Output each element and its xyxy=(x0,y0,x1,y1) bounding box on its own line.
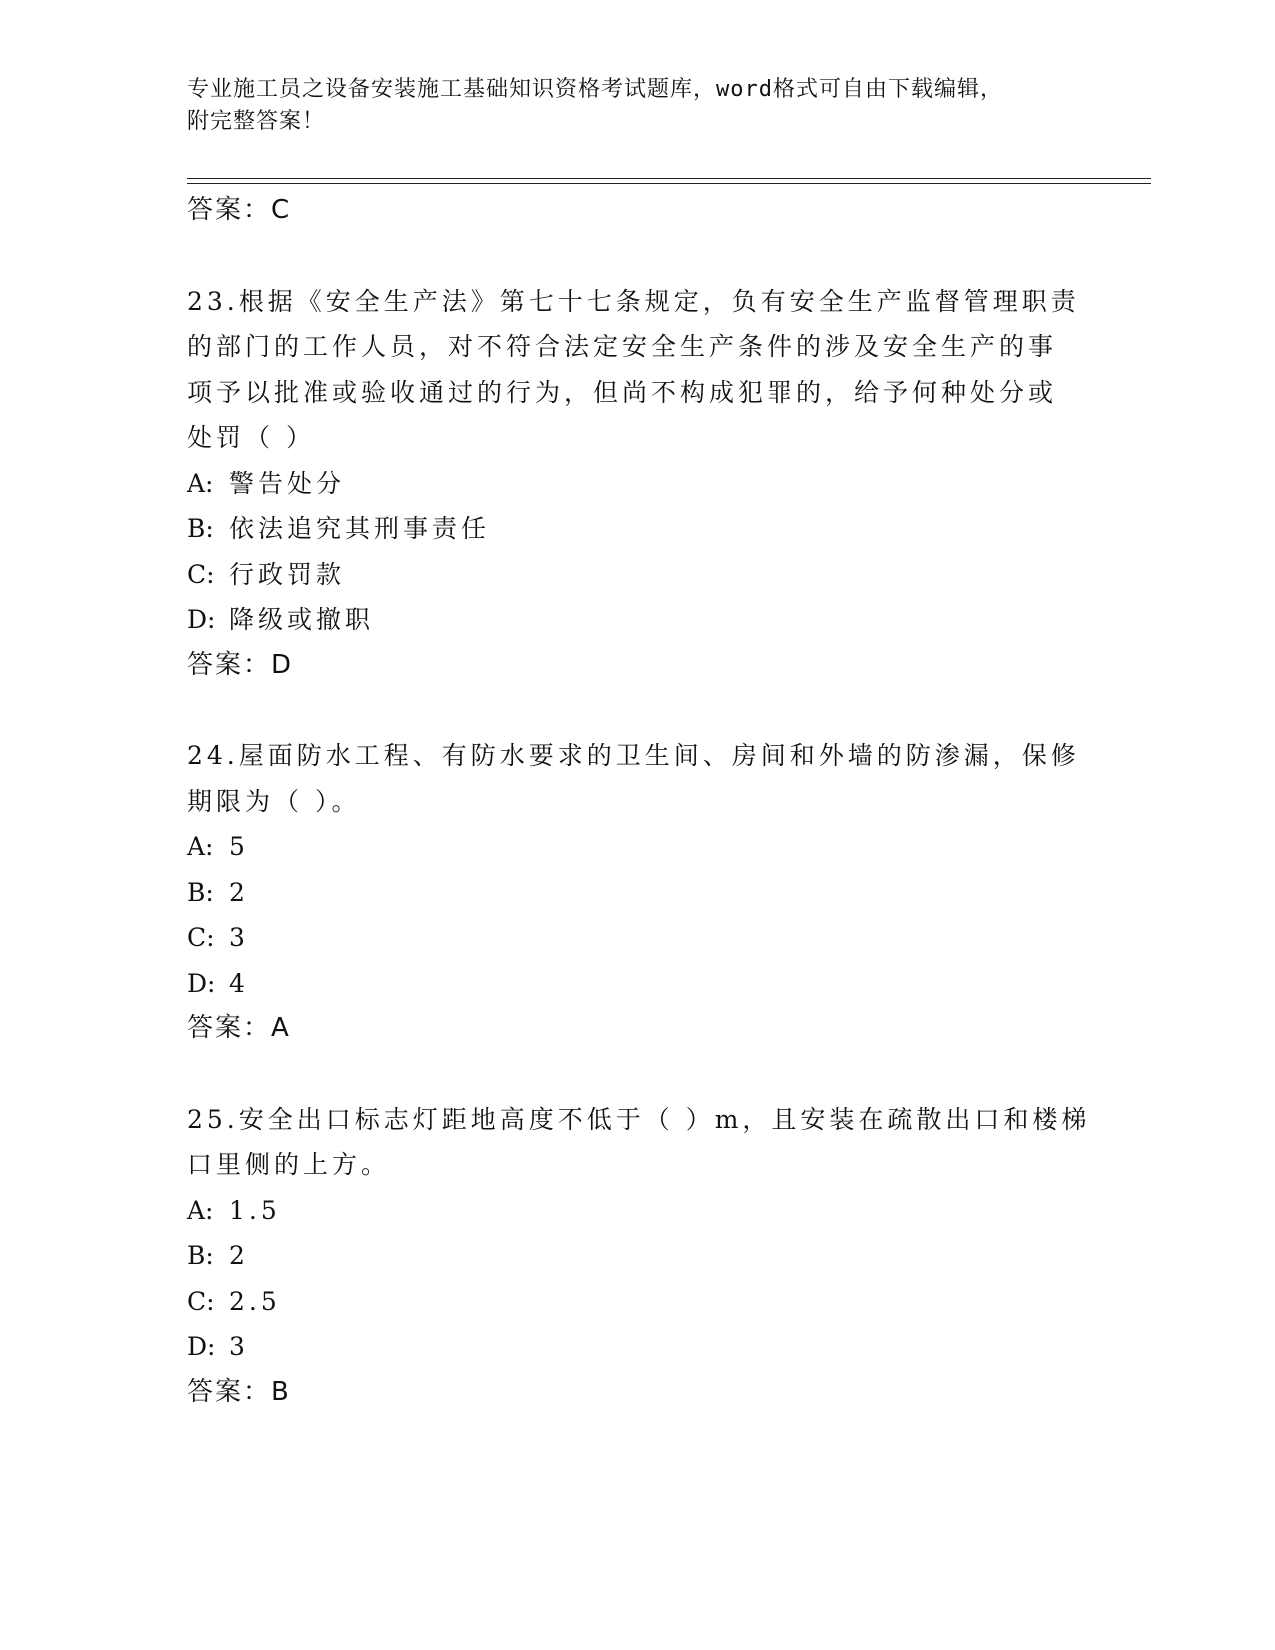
option-text: 2 xyxy=(229,1241,249,1270)
option-text: 降级或撤职 xyxy=(229,605,375,634)
option-key: D: xyxy=(187,605,216,634)
option-key: C: xyxy=(187,1286,215,1316)
option-key: D: xyxy=(187,1332,216,1361)
question-24-line-1: 24.屋面防水工程、有防水要求的卫生间、房间和外墙的防渗漏，保修 xyxy=(187,741,1080,770)
header-divider-top xyxy=(187,178,1151,179)
question-23-line-3: 项予以批准或验收通过的行为，但尚不构成犯罪的，给予何种处分或 xyxy=(187,377,1058,407)
option-text: 2 xyxy=(229,877,249,907)
option-text: 3 xyxy=(229,1332,249,1361)
question-25-option-c xyxy=(187,1279,1087,1325)
question-25-option-a xyxy=(187,1188,1087,1234)
option-text: 2.5 xyxy=(229,1286,281,1316)
question-23-line-1: 23.根据《安全生产法》第七十七条规定，负有安全生产监督管理职责 xyxy=(187,286,1080,316)
question-23-option-d xyxy=(187,597,1087,643)
header-line-1: 专业施工员之设备安装施工基础知识资格考试题库，word格式可自由下载编辑， xyxy=(187,77,1003,102)
option-key: D: xyxy=(187,968,216,998)
question-23-option-c xyxy=(187,552,1087,598)
option-text: 警告处分 xyxy=(229,468,346,498)
option-text: 依法追究其刑事责任 xyxy=(229,514,491,543)
option-key: B: xyxy=(187,1241,214,1270)
question-25 xyxy=(187,1097,1091,1416)
header-divider-bottom xyxy=(187,183,1151,184)
option-text: 行政罚款 xyxy=(229,559,346,589)
option-key: A: xyxy=(187,468,214,498)
question-25-line-1: 25.安全出口标志灯距地高度不低于（ ）m，且安装在疏散出口和楼梯 xyxy=(187,1104,1091,1134)
question-25-answer: 答案：B xyxy=(187,1376,291,1407)
option-text: 4 xyxy=(229,968,249,998)
option-text: 3 xyxy=(229,923,249,952)
answer-previous: 答案：C xyxy=(187,195,292,225)
question-24-option-b xyxy=(187,870,1087,916)
question-25-option-d xyxy=(187,1324,1087,1370)
question-24-option-d xyxy=(187,961,1087,1007)
option-text: 1.5 xyxy=(229,1195,281,1225)
question-25-option-b xyxy=(187,1233,1087,1279)
option-key: C: xyxy=(187,923,215,952)
question-24 xyxy=(187,733,1087,1052)
option-key: A: xyxy=(187,832,214,861)
question-23-line-2: 的部门的工作人员，对不符合法定安全生产条件的涉及安全生产的事 xyxy=(187,332,1058,361)
question-content xyxy=(187,188,1091,1415)
option-key: B: xyxy=(187,514,214,543)
question-25-line-2: 口里侧的上方。 xyxy=(187,1150,391,1179)
header-line-2: 附完整答案！ xyxy=(187,109,326,134)
question-24-answer: 答案：A xyxy=(187,1013,291,1043)
question-23-option-b xyxy=(187,506,1087,552)
question-23-option-a xyxy=(187,461,1087,507)
question-24-line-2: 期限为（ ）。 xyxy=(187,786,361,816)
option-key: B: xyxy=(187,877,214,907)
document-header xyxy=(187,74,1047,138)
option-key: C: xyxy=(187,559,215,589)
option-key: A: xyxy=(187,1195,214,1225)
question-23 xyxy=(187,279,1087,689)
question-24-option-a xyxy=(187,824,1087,870)
question-23-line-4: 处罚（ ） xyxy=(187,423,315,452)
question-24-option-c xyxy=(187,915,1087,961)
option-text: 5 xyxy=(229,832,249,861)
question-23-answer: 答案：D xyxy=(187,649,294,680)
